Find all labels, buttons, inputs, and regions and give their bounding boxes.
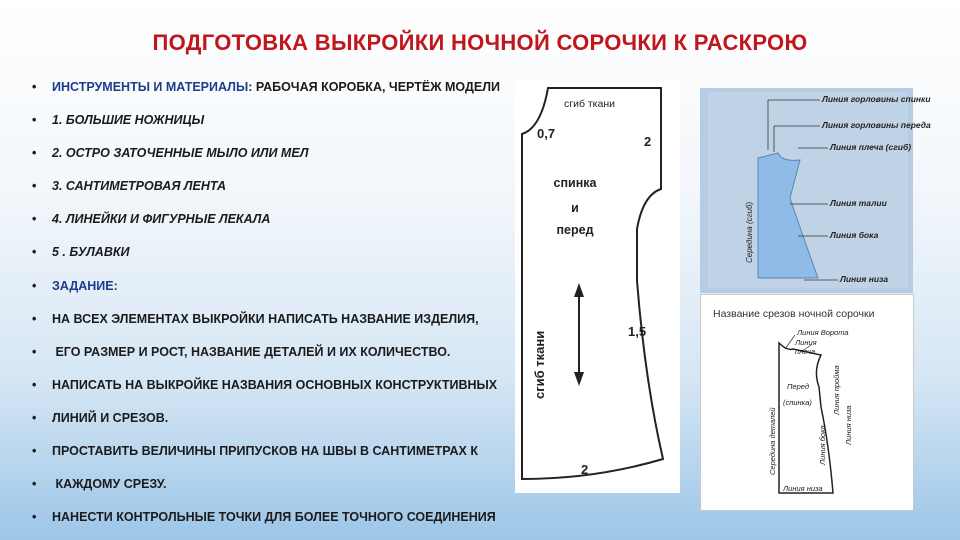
- shoulder-label-2: плеча: [795, 347, 816, 356]
- hem-allowance: 2: [581, 462, 589, 477]
- list-item: [32, 245, 518, 259]
- list-item-text: НАНЕСТИ КОНТРОЛЬНЫЕ ТОЧКИ ДЛЯ БОЛЕЕ ТОЧНОГО СОЕДИНЕНИЯ: [52, 510, 496, 524]
- list-item-text: 5 . БУЛАВКИ: [52, 245, 130, 259]
- piece-name-line1: спинка: [553, 176, 597, 190]
- garment-outline: [779, 343, 833, 493]
- list-item: [32, 279, 518, 293]
- bullet-dot: •: [32, 212, 37, 226]
- bullet-dot: •: [32, 179, 37, 193]
- slide-title: ПОДГОТОВКА ВЫКРОЙКИ НОЧНОЙ СОРОЧКИ К РАСКРОЮ: [152, 30, 808, 55]
- bullet-dot: •: [32, 146, 37, 160]
- list-item-text: КАЖДОМУ СРЕЗУ.: [52, 477, 167, 491]
- pattern-drawing: [515, 81, 680, 493]
- list-item: [32, 312, 518, 326]
- list-item-text: 2. ОСТРО ЗАТОЧЕННЫЕ МЫЛО ИЛИ МЕЛ: [52, 146, 309, 160]
- fold-top-label: сгиб ткани: [564, 98, 616, 110]
- hem-line-label: Линия низа: [840, 274, 889, 284]
- shoulder-label-1: Линия: [795, 338, 817, 347]
- bullet-dot: •: [32, 113, 37, 127]
- pattern-outline: [522, 88, 663, 479]
- pattern-lines-diagram: [700, 88, 931, 293]
- list-item: [32, 345, 518, 359]
- list-item-text: ПРОСТАВИТЬ ВЕЛИЧИНЫ ПРИПУСКОВ НА ШВЫ В САНТИМЕТРАХ К: [52, 444, 478, 458]
- front-label-2: (спинка): [783, 398, 812, 407]
- list-item-text: НАПИСАТЬ НА ВЫКРОЙКЕ НАЗВАНИЯ ОСНОВНЫХ КОНСТРУКТИВНЫХ: [52, 378, 498, 392]
- list-item: [32, 146, 518, 160]
- waist-line-label: Линия талии: [830, 198, 887, 208]
- neck-front-label: Линия горловины переда: [822, 120, 931, 130]
- side-label: Линия бока: [818, 425, 827, 465]
- list-item: [32, 411, 518, 425]
- tools-heading: ИНСТРУМЕНТЫ И МАТЕРИАЛЫ: [52, 80, 249, 94]
- list-item: [32, 212, 518, 226]
- bullet-dot: •: [32, 279, 37, 293]
- middle-fold-label: Середина (сгиб): [745, 201, 754, 263]
- bullet-dot: •: [32, 378, 37, 392]
- side-allowance: 1,5: [628, 324, 647, 339]
- list-item: [32, 179, 518, 193]
- list-item: [32, 378, 518, 392]
- bullet-dot: •: [32, 411, 37, 425]
- shoulder-allowance: 2: [644, 134, 652, 149]
- cut-edges-diagram: [700, 294, 914, 511]
- list-item: [32, 444, 518, 458]
- list-item-text: ЛИНИЙ И СРЕЗОВ.: [52, 411, 169, 425]
- bullet-dot: •: [32, 477, 37, 491]
- bullet-dot: •: [32, 245, 37, 259]
- list-item: [32, 477, 518, 491]
- bullet-dot: •: [32, 80, 37, 94]
- bullet-dot: •: [32, 510, 37, 524]
- list-item-text: 4. ЛИНЕЙКИ И ФИГУРНЫЕ ЛЕКАЛА: [52, 212, 271, 226]
- bullet-dot: •: [32, 312, 37, 326]
- list-item-text: 3. САНТИМЕТРОВАЯ ЛЕНТА: [52, 179, 227, 193]
- piece-name-line2: и: [571, 201, 579, 215]
- tools-text: : РАБОЧАЯ КОРОБКА, ЧЕРТЁЖ МОДЕЛИ: [248, 80, 500, 94]
- neck-back-label: Линия горловины спинки: [822, 94, 931, 104]
- task-heading: ЗАДАНИЕ:: [52, 279, 118, 293]
- list-item-text: 1. БОЛЬШИЕ НОЖНИЦЫ: [52, 113, 205, 127]
- diagram-title: Название срезов ночной сорочки: [713, 308, 875, 320]
- bullet-dot: •: [32, 444, 37, 458]
- front-label-1: Перед: [787, 382, 810, 391]
- piece-name-line3: перед: [556, 223, 594, 237]
- bullet-dot: •: [32, 345, 37, 359]
- fold-side-label: сгиб ткани: [532, 330, 547, 399]
- list-item-text: ЕГО РАЗМЕР И РОСТ, НАЗВАНИЕ ДЕТАЛЕЙ И ИХ КОЛИЧЕСТВО.: [52, 345, 451, 359]
- hem-label: Линия низа: [783, 484, 823, 493]
- list-item: [32, 113, 518, 127]
- shoulder-line-label: Линия плеча (сгиб): [830, 142, 912, 152]
- list-item-text: НА ВСЕХ ЭЛЕМЕНТАХ ВЫКРОЙКИ НАПИСАТЬ НАЗВАНИЕ ИЗДЕЛИЯ,: [52, 312, 479, 326]
- list-item: [32, 510, 518, 524]
- list-item: [32, 80, 518, 94]
- side-line-label: Линия бока: [830, 230, 879, 240]
- neck-allowance: 0,7: [537, 126, 556, 141]
- armhole-label: Линия пройма: [832, 365, 841, 415]
- side-hem-label: Линия низа: [844, 405, 853, 445]
- neck-line-label: Линия Ворота: [797, 328, 849, 337]
- middle-label: Середина деталей: [768, 407, 777, 475]
